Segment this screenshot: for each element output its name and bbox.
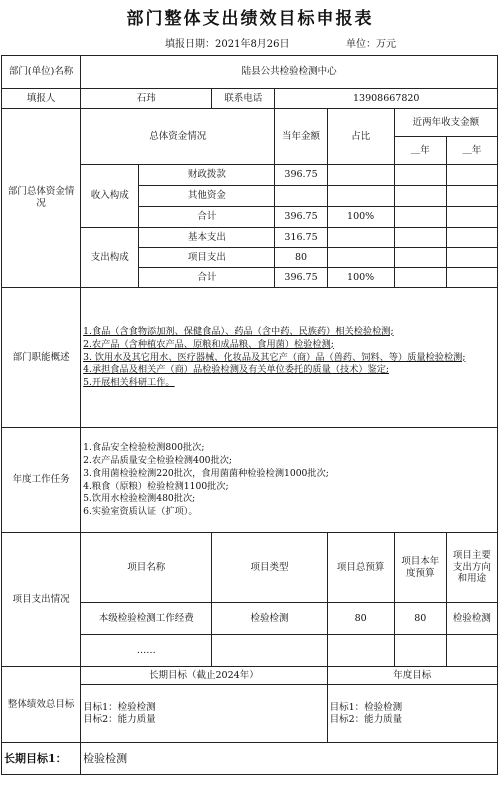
expense-amount: 316.75 <box>275 228 327 248</box>
duty-item: 1.食品（含食物添加剂、保健食品）、药品（含中药、民族药）相关检验检测; <box>83 325 394 337</box>
filler-name: 石玮 <box>81 89 212 109</box>
expense-name: 合计 <box>139 268 275 288</box>
long-goal-item: 目标1：检验检测 <box>83 701 156 713</box>
fill-date-value: 2021年8月26日 <box>215 39 290 50</box>
page-title: 部门整体支出绩效目标申报表 <box>126 9 374 29</box>
annual-list <box>81 428 498 533</box>
project-type <box>212 635 327 667</box>
annual-item: 2.农产品质量安全检验检测400批次; <box>83 454 232 466</box>
annual-item: 4.粮食（原粮）检验检测1100批次; <box>83 480 229 492</box>
annual-item: 3.食用菌检验检测220批次，食用菌菌种检验检测1000批次; <box>83 467 329 479</box>
goals-label: 整体绩效总目标 <box>2 667 81 743</box>
year1-header: ＿年 <box>394 137 446 165</box>
unit-value: 万元 <box>376 39 396 50</box>
project-type: 检验检测 <box>212 603 327 635</box>
annual-item: 6.实验室资质认证（扩项）。 <box>83 506 198 518</box>
recent-header: 近两年收支金额 <box>394 109 497 137</box>
long-goal-item: 目标2：能力质量 <box>83 713 156 725</box>
annual-label: 年度工作任务 <box>2 428 81 533</box>
income-amount <box>275 186 327 207</box>
project-use-header: 项目主要支出方向和用途 <box>446 533 497 603</box>
income-ratio <box>327 186 394 207</box>
year-goal-item: 目标2：能力质量 <box>329 713 403 725</box>
filler-label: 填报人 <box>2 89 81 109</box>
annual-item: 5.饮用水检验检测480批次; <box>83 493 196 505</box>
duty-item: 3. 饮用水及其它用水、医疗器械、化妆品及其它产（商）品（兽药、饲料、等）质量检验检测; <box>83 351 466 363</box>
duties-list <box>81 288 498 428</box>
overall-header: 总体资金情况 <box>81 109 275 165</box>
expense-ratio <box>327 228 394 248</box>
expense-name: 项目支出 <box>139 248 275 268</box>
project-year: 80 <box>394 603 446 635</box>
year-goals <box>327 685 497 743</box>
long-term-value: 检验检测 <box>81 743 498 775</box>
ratio-header: 占比 <box>327 109 394 165</box>
fill-date-label: 填报日期： <box>165 39 215 50</box>
funds-section-label: 部门总体资金情况 <box>2 109 81 288</box>
project-use <box>446 635 497 667</box>
duty-item: 5.开展相关科研工作。 <box>83 377 175 389</box>
annual-row <box>2 428 498 533</box>
amount-header: 当年金额 <box>275 109 327 165</box>
year-goal-item: 目标1：检验检测 <box>329 701 403 713</box>
project-name: …… <box>81 635 212 667</box>
project-total <box>327 635 394 667</box>
phone-label: 联系电话 <box>212 89 275 109</box>
unit <box>346 35 396 50</box>
phone-value: 13908667820 <box>275 89 498 109</box>
fill-date <box>165 35 290 50</box>
income-name: 合计 <box>139 207 275 228</box>
income-name: 财政拨款 <box>139 165 275 186</box>
income-label: 收入构成 <box>81 165 139 228</box>
year-goals-header: 年度目标 <box>327 667 497 685</box>
duties-row <box>2 288 498 428</box>
project-name: 本级检验检测工作经费 <box>81 603 212 635</box>
income-ratio: 100% <box>327 207 394 228</box>
project-year-header: 项目本年度预算 <box>394 533 446 603</box>
dept-row <box>2 56 498 89</box>
year2-header: ＿年 <box>446 137 497 165</box>
project-total: 80 <box>327 603 394 635</box>
long-term-label: 长期目标1： <box>2 743 81 775</box>
performance-table <box>1 55 498 775</box>
project-name-header: 项目名称 <box>81 533 212 603</box>
duty-item: 2.农产品（含种植农产品、原粮和成品粮、食用菌）检验检测; <box>83 338 334 350</box>
goals-header-row <box>2 667 498 685</box>
income-name: 其他资金 <box>139 186 275 207</box>
long-term-row <box>2 743 498 775</box>
project-use: 检验检测 <box>446 603 497 635</box>
dept-value: 陆县公共检验检测中心 <box>81 56 498 89</box>
income-ratio <box>327 165 394 186</box>
expense-amount: 396.75 <box>275 268 327 288</box>
income-amount: 396.75 <box>275 165 327 186</box>
annual-item: 1.食品安全检验检测800批次; <box>83 441 205 453</box>
long-goals-header: 长期目标（截止2024年） <box>81 667 327 685</box>
expense-ratio <box>327 248 394 268</box>
expense-ratio: 100% <box>327 268 394 288</box>
long-goals <box>81 685 327 743</box>
funds-header-row <box>2 109 498 137</box>
projects-label: 项目支出情况 <box>2 533 81 667</box>
income-amount: 396.75 <box>275 207 327 228</box>
expense-amount: 80 <box>275 248 327 268</box>
dept-label: 部门(单位)名称 <box>2 56 81 89</box>
expense-label: 支出构成 <box>81 228 139 288</box>
expense-name: 基本支出 <box>139 228 275 248</box>
project-type-header: 项目类型 <box>212 533 327 603</box>
duty-item: 4.承担食品及相关产（商）品检验检测及有关单位委托的质量（技术）鉴定; <box>83 364 390 376</box>
duties-label: 部门职能概述 <box>2 288 81 428</box>
project-year <box>394 635 446 667</box>
unit-label: 单位： <box>346 39 376 50</box>
project-total-header: 项目总预算 <box>327 533 394 603</box>
projects-header-row <box>2 533 498 603</box>
filler-row <box>2 89 498 109</box>
